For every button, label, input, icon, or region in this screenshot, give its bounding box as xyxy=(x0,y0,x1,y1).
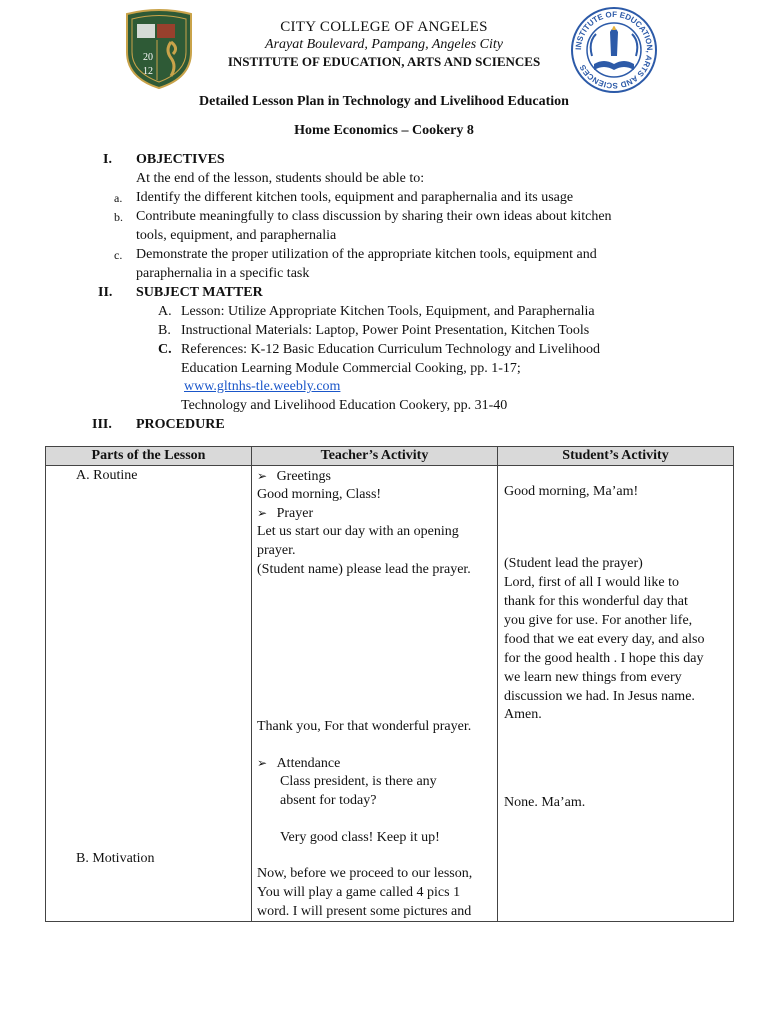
attendance-item xyxy=(257,754,340,773)
subject-a-letter: A. xyxy=(158,304,172,319)
reference-line-2: Education Learning Module Commercial Cooking, pp. 1-17; xyxy=(181,361,521,376)
part-routine: A. Routine xyxy=(76,468,138,483)
prayer-item xyxy=(257,504,313,523)
institute-name: INSTITUTE OF EDUCATION, ARTS AND SCIENCES xyxy=(227,54,541,69)
objective-b-letter: b. xyxy=(114,210,123,224)
motivation-line-2: You will play a game called 4 pics 1 xyxy=(257,885,461,900)
prayer-line-2: prayer. xyxy=(257,543,296,558)
teacher-thanks: Thank you, For that wonderful prayer. xyxy=(257,719,472,734)
prayer-line-1: Let us start our day with an opening xyxy=(257,524,459,539)
prayer-text-6: we learn new things from every xyxy=(504,670,682,685)
motivation-line-3: word. I will present some pictures and xyxy=(257,904,472,919)
prayer-text-7: discussion we had. In Jesus name. xyxy=(504,689,695,704)
city-college-logo xyxy=(123,8,195,90)
prayer-text-8: Amen. xyxy=(504,707,542,722)
lesson-plan-subtitle: Home Economics – Cookery 8 xyxy=(294,123,474,138)
part-motivation: B. Motivation xyxy=(76,851,155,866)
lesson-plan-title: Detailed Lesson Plan in Technology and Livelihood Education xyxy=(199,94,569,109)
objectives-heading: OBJECTIVES xyxy=(136,152,225,167)
prayer-text-4: food that we eat every day, and also xyxy=(504,632,705,647)
parts-cell xyxy=(46,466,252,922)
subject-c-letter: C. xyxy=(158,342,172,357)
student-cell xyxy=(498,466,734,922)
arrow-bullet-icon: ➢ xyxy=(257,756,268,770)
subject-matter-numeral: II. xyxy=(98,285,113,300)
logo-year-bottom: 12 xyxy=(143,66,153,77)
college-name: CITY COLLEGE OF ANGELES xyxy=(280,19,488,35)
prayer-text-5: for the good health . I hope this day xyxy=(504,651,704,666)
prayer-text-2: thank for this wonderful day that xyxy=(504,594,688,609)
objective-c-letter: c. xyxy=(114,248,123,262)
prayer-text-1: Lord, first of all I would like to xyxy=(504,575,679,590)
objective-a-letter: a. xyxy=(114,191,123,205)
table-header-row xyxy=(46,447,734,466)
teacher-good-morning: Good morning, Class! xyxy=(257,487,382,502)
reference-line-4: Technology and Livelihood Education Cookery, pp. 31-40 xyxy=(181,398,508,413)
procedure-table xyxy=(45,446,734,922)
reference-link[interactable]: www.gltnhs-tle.weebly.com xyxy=(184,379,341,394)
arrow-bullet-icon: ➢ xyxy=(257,469,268,483)
institute-seal-logo xyxy=(570,6,658,94)
subject-a-text: Lesson: Utilize Appropriate Kitchen Tools, Equipment, and Paraphernalia xyxy=(181,304,595,319)
prayer-text-3: you give for use. For another life, xyxy=(504,613,693,628)
college-address: Arayat Boulevard, Pampang, Angeles City xyxy=(265,37,503,52)
student-lead-prayer: (Student lead the prayer) xyxy=(504,556,643,571)
arrow-bullet-icon: ➢ xyxy=(257,506,268,520)
objectives-numeral: I. xyxy=(103,152,112,167)
greetings-item xyxy=(257,467,331,486)
header-parts: Parts of the Lesson xyxy=(46,447,252,466)
seal-ring-text: INSTITUTE OF EDUCATION, ARTS AND SCIENCES xyxy=(573,9,655,91)
prayer-line-3: (Student name) please lead the prayer. xyxy=(257,562,471,577)
subject-b-text: Instructional Materials: Laptop, Power Point Presentation, Kitchen Tools xyxy=(181,323,590,338)
procedure-numeral: III. xyxy=(92,417,112,432)
procedure-heading: PROCEDURE xyxy=(136,417,225,432)
prayer-label: Prayer xyxy=(276,506,314,521)
subject-b-letter: B. xyxy=(158,323,171,338)
attendance-line-2: absent for today? xyxy=(280,793,377,808)
objective-a-text: Identify the different kitchen tools, equipment and paraphernalia and its usage xyxy=(136,190,574,205)
greetings-label: Greetings xyxy=(276,469,331,484)
attendance-line-3: Very good class! Keep it up! xyxy=(280,830,440,845)
objective-b-text-2: tools, equipment, and paraphernalia xyxy=(136,228,337,243)
teacher-cell xyxy=(252,466,498,922)
motivation-line-1: Now, before we proceed to our lesson, xyxy=(257,866,473,881)
attendance-line-1: Class president, is there any xyxy=(280,774,437,789)
student-none: None. Ma’am. xyxy=(504,795,586,810)
table-row xyxy=(46,466,734,922)
subject-c-text: References: K-12 Basic Education Curriculum Technology and Livelihood xyxy=(181,342,601,357)
objectives-intro: At the end of the lesson, students should be able to: xyxy=(136,171,425,186)
objective-c-text-2: paraphernalia in a specific task xyxy=(136,266,310,281)
attendance-label: Attendance xyxy=(276,756,341,771)
objective-b-text-1: Contribute meaningfully to class discussion by sharing their own ideas about kitchen xyxy=(136,209,612,224)
subject-matter-heading: SUBJECT MATTER xyxy=(136,285,263,300)
objective-c-text-1: Demonstrate the proper utilization of the appropriate kitchen tools, equipment and xyxy=(136,247,597,262)
header-teacher: Teacher’s Activity xyxy=(252,447,498,466)
logo-year-top: 20 xyxy=(143,52,153,63)
student-good-morning: Good morning, Ma’am! xyxy=(504,484,639,499)
header-student: Student’s Activity xyxy=(498,447,734,466)
